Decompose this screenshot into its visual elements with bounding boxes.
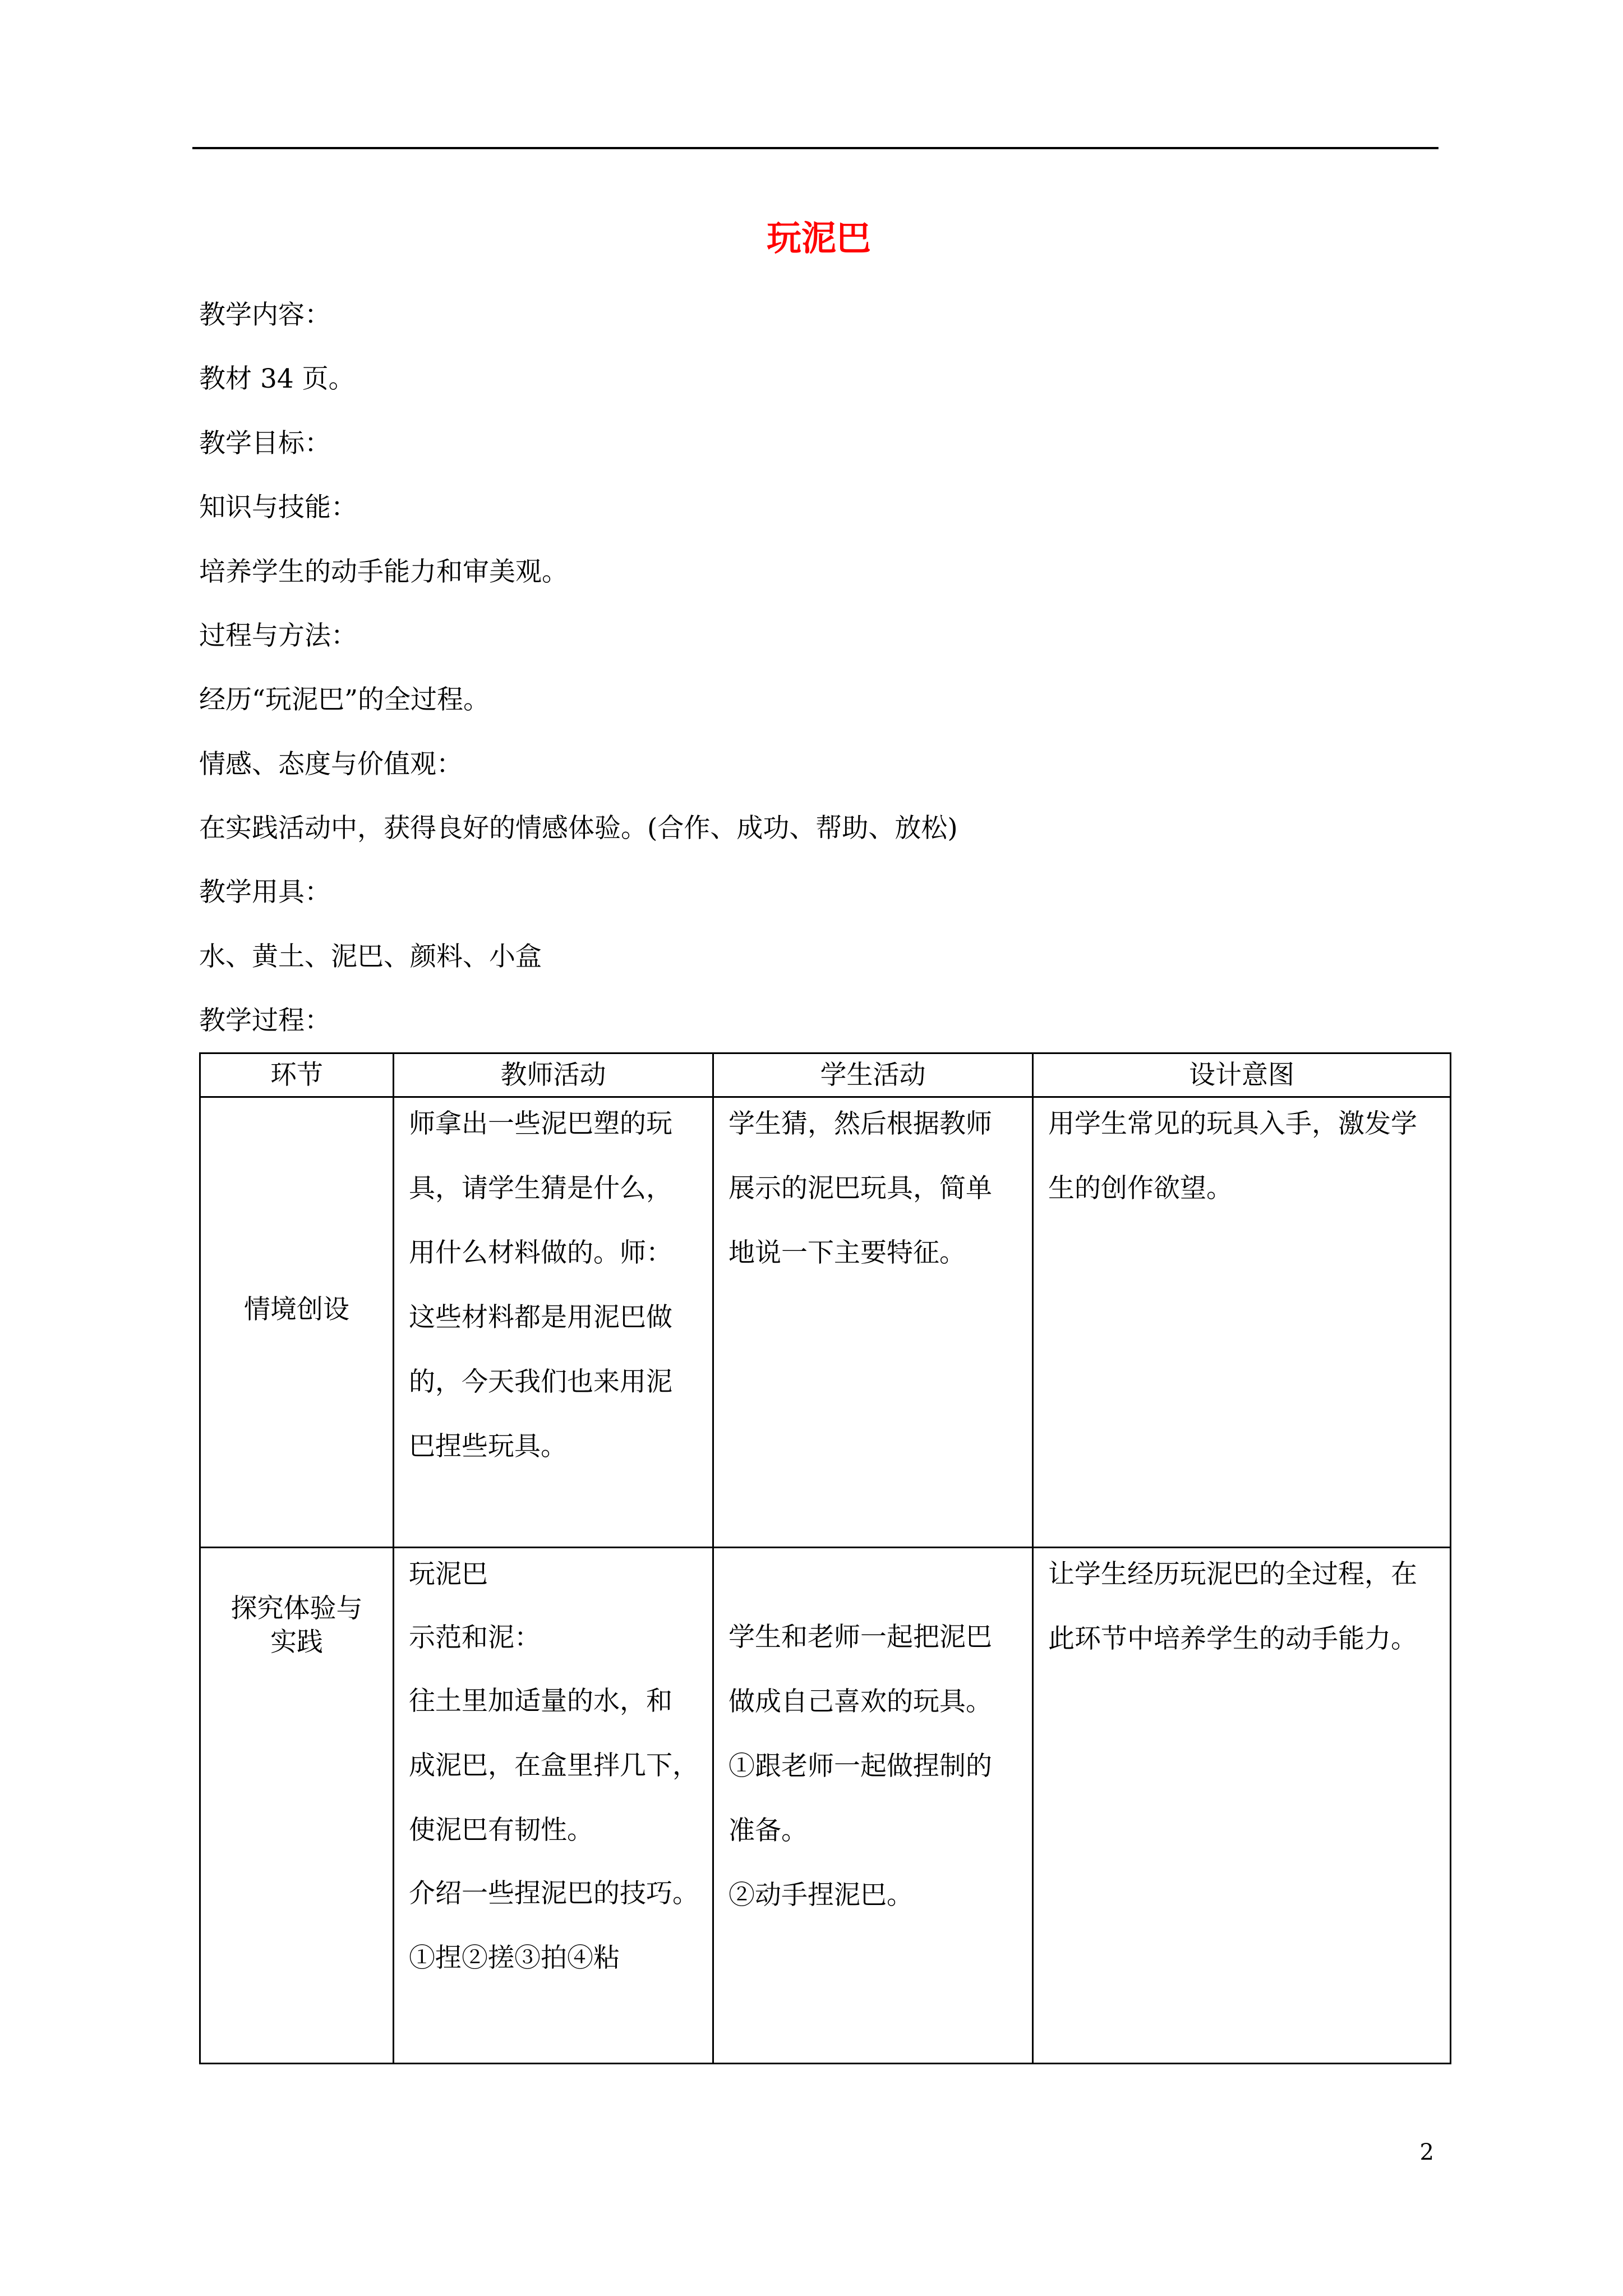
teacher-activity-cell [394,1097,713,1548]
teacher-line: 的，今天我们也来用泥 [409,1366,672,1397]
teacher-line: 玩泥巴 [409,1559,488,1590]
table-row [200,1548,1451,2064]
student-line: 地说一下主要特征。 [728,1237,966,1268]
header-student-activity: 学生活动 [713,1053,1033,1097]
student-line: 展示的泥巴玩具，简单 [728,1173,992,1204]
intent-line: 此环节中培养学生的动手能力。 [1048,1623,1417,1654]
intent-line: 用学生常见的玩具入手，激发学 [1048,1108,1417,1139]
student-activity-cell [713,1548,1033,2064]
teacher-line: 示范和泥： [409,1622,541,1653]
intent-line: 让学生经历玩泥巴的全过程，在 [1048,1559,1417,1590]
paragraph-teaching-content-heading: 教学内容： [199,300,331,330]
student-line: ①跟老师一起做捏制的 [728,1751,992,1782]
paragraph-knowledge-skills-text: 培养学生的动手能力和审美观。 [199,556,568,587]
paragraph-emotion-values-text: 在实践活动中，获得良好的情感体验。(合作、成功、帮助、放松) [199,813,958,844]
intent-line: 生的创作欲望。 [1048,1173,1233,1204]
teacher-activity-cell [394,1548,713,2064]
paragraph-teaching-goals-heading: 教学目标： [199,428,331,459]
student-line: 学生和老师一起把泥巴 [728,1622,992,1653]
table-row [200,1097,1451,1548]
lesson-plan-table [199,1052,1451,2064]
stage-cell [200,1097,394,1548]
student-line: ②动手捏泥巴。 [728,1880,913,1911]
stage-label: 实践 [270,1627,323,1658]
page-number: 2 [1419,2139,1434,2165]
student-line: 准备。 [728,1815,808,1846]
design-intent-cell [1033,1548,1451,2064]
paragraph-textbook-page: 教材 34 页。 [199,364,355,394]
teacher-line: 巴捏些玩具。 [409,1431,567,1462]
document-title: 玩泥巴 [766,218,871,259]
paragraph-emotion-values-heading: 情感、态度与价值观： [199,749,463,780]
paragraph-teaching-tools-heading: 教学用具： [199,877,331,908]
paragraph-process-method-text: 经历“玩泥巴”的全过程。 [199,684,490,715]
teacher-line: 用什么材料做的。师： [409,1237,672,1268]
teacher-line: ①捏②搓③拍④粘 [409,1943,620,1973]
paragraph-knowledge-skills-heading: 知识与技能： [199,492,357,523]
table-header-row [200,1053,1451,1097]
stage-cell [200,1548,394,2064]
teacher-line: 介绍一些捏泥巴的技巧。 [409,1878,699,1909]
stage-label: 情境创设 [244,1294,349,1325]
header-design-intent: 设计意图 [1033,1053,1451,1097]
header-rule [192,147,1438,149]
student-line: 学生猜，然后根据教师 [728,1108,992,1139]
student-activity-cell [713,1097,1033,1548]
paragraph-process-method-heading: 过程与方法： [199,620,357,651]
teacher-line: 师拿出一些泥巴塑的玩 [409,1108,672,1139]
teacher-line: 成泥巴，在盒里拌几下， [409,1750,699,1781]
design-intent-cell [1033,1097,1451,1548]
paragraph-teaching-tools-text: 水、黄土、泥巴、颜料、小盒 [199,941,542,972]
student-line: 做成自己喜欢的玩具。 [728,1686,992,1717]
header-stage: 环节 [200,1053,394,1097]
paragraph-teaching-process-heading: 教学过程： [199,1005,331,1036]
teacher-line: 往土里加适量的水，和 [409,1686,672,1717]
teacher-line: 使泥巴有韧性。 [409,1815,593,1846]
teacher-line: 具，请学生猜是什么， [409,1173,672,1204]
header-teacher-activity: 教师活动 [394,1053,713,1097]
teacher-line: 这些材料都是用泥巴做 [409,1302,672,1333]
stage-label: 探究体验与 [230,1593,363,1624]
